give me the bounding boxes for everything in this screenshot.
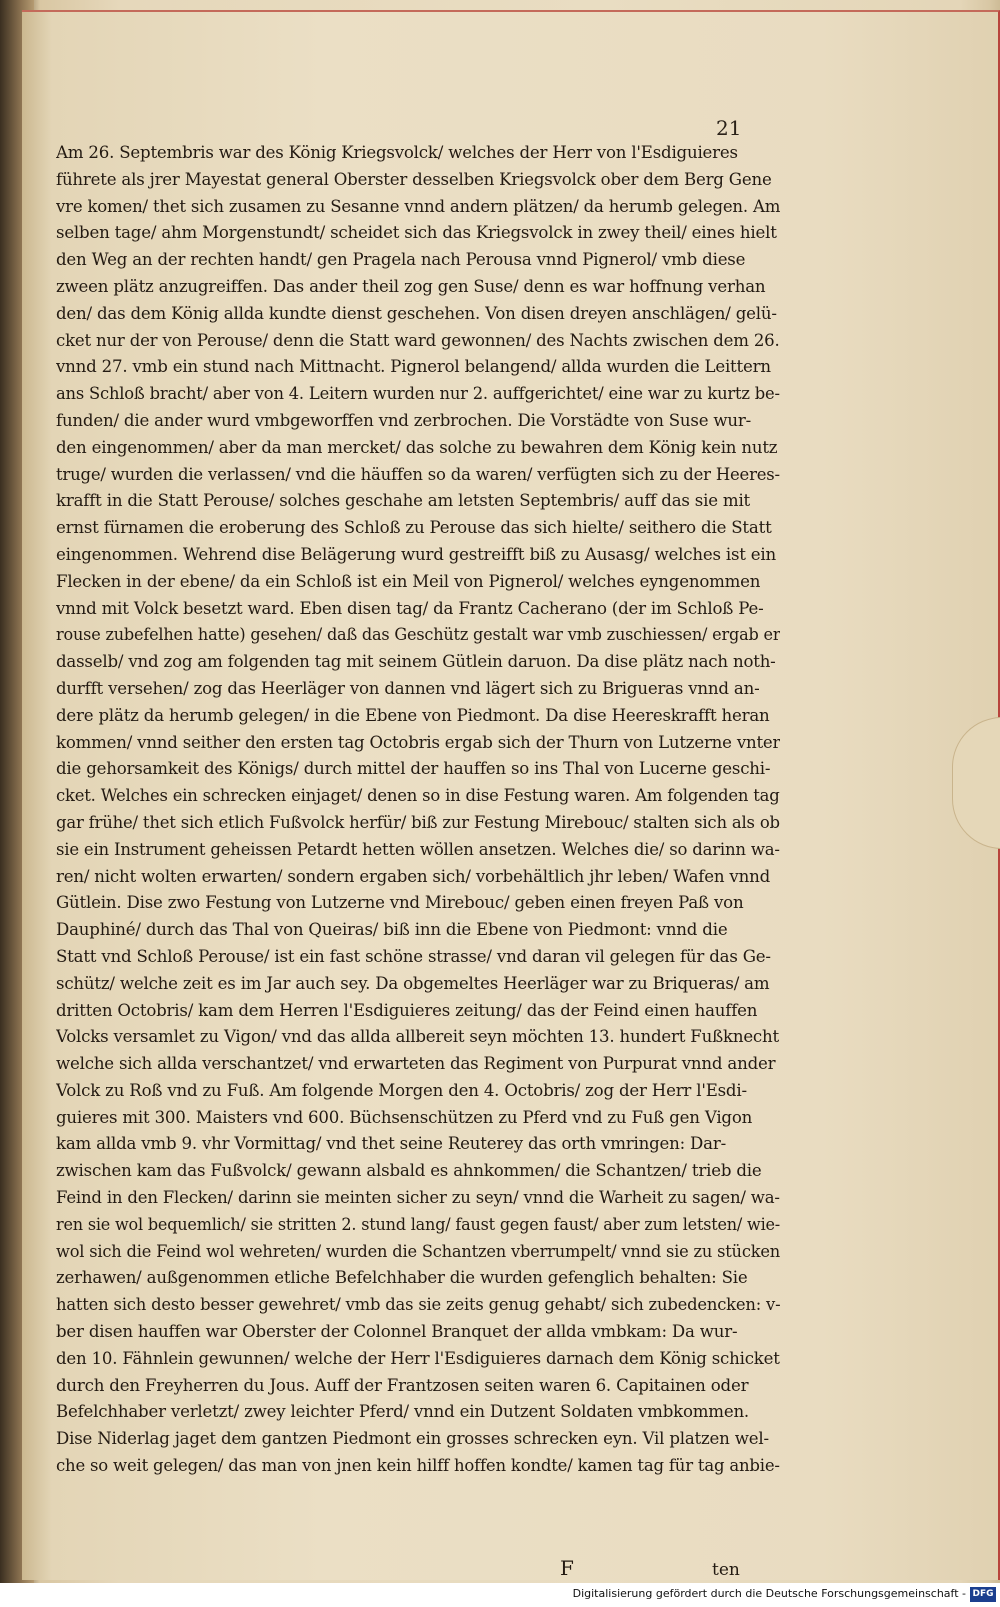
text-line: dritten Octobris/ kam dem Herren l'Esdiguieres zeitung/ das der Feind einen hauffen: [56, 1000, 758, 1020]
text-line: welche sich allda verschantzet/ vnd erwarteten das Regiment von Purpurat vnnd ander: [56, 1054, 776, 1074]
text-line: wol sich die Feind wol wehreten/ wurden die Schantzen vberrumpelt/ vnnd sie zu stücken: [56, 1241, 780, 1261]
text-line: die gehorsamkeit des Königs/ durch mittel der hauffen so ins Thal von Lucerne geschi-: [56, 759, 771, 779]
text-line: Dauphiné/ durch das Thal von Queiras/ biß inn die Ebene von Piedmont: vnnd die: [56, 920, 728, 940]
text-line: Dise Niderlag jaget dem gantzen Piedmont ein grosses schrecken eyn. Vil platzen wel-: [56, 1429, 769, 1449]
text-line: guieres mit 300. Maisters vnd 600. Büchsenschützen zu Pferd vnd zu Fuß gen Vigon: [56, 1107, 753, 1127]
signature-mark: F: [560, 1556, 574, 1580]
text-line: cket. Welches ein schrecken einjaget/ denen so in dise Festung waren. Am folgenden tag: [56, 786, 780, 806]
text-line: funden/ die ander wurd vmbgeworffen vnd zerbrochen. Die Vorstädte von Suse wur-: [56, 410, 752, 430]
text-line: vnnd 27. vmb ein stund nach Mittnacht. Pignerol belangend/ allda wurden die Leittern: [56, 357, 771, 377]
footer-bar: [0, 1583, 1000, 1607]
page-tab-fold: [952, 717, 1000, 849]
text-line: kommen/ vnnd seither den ersten tag Octobris ergab sich der Thurn von Lutzerne vnter: [56, 732, 780, 752]
text-line: Volcks versamlet zu Vigon/ vnd das allda allbereit seyn möchten 13. hundert Fußknecht: [56, 1027, 779, 1047]
text-line: den/ das dem König allda kundte dienst geschehen. Von disen dreyen anschlägen/ gelü-: [56, 303, 777, 323]
text-line: zwischen kam das Fußvolck/ gewann alsbald es ahnkommen/ die Schantzen/ trieb die: [56, 1161, 762, 1181]
text-line: hatten sich desto besser gewehret/ vmb das sie zeits genug gehabt/ sich zubedencken: v-: [56, 1295, 780, 1315]
text-line: kam allda vmb 9. vhr Vormittag/ vnd thet seine Reuterey das orth vmringen: Dar-: [56, 1134, 726, 1154]
text-line: Volck zu Roß vnd zu Fuß. Am folgende Morgen den 4. Octobris/ zog der Herr l'Esdi-: [56, 1080, 747, 1100]
text-line: dere plätz da herumb gelegen/ in die Ebene von Piedmont. Da dise Heereskrafft heran: [56, 705, 770, 725]
catchword: ten: [712, 1560, 740, 1580]
text-line: den eingenommen/ aber da man mercket/ das solche zu bewahren dem König kein nutz: [56, 437, 778, 457]
text-line: Statt vnd Schloß Perouse/ ist ein fast schöne strasse/ vnd daran vil gelegen für das Ge-: [56, 946, 771, 966]
text-line: ren/ nicht wolten erwarten/ sondern ergaben sich/ vorbehältlich jhr leben/ Wafen vnnd: [56, 866, 770, 886]
text-line: ans Schloß bracht/ aber von 4. Leitern wurden nur 2. auffgerichtet/ eine war zu kurtz be-: [56, 384, 780, 404]
text-line: Gütlein. Dise zwo Festung von Lutzerne vnd Mirebouc/ geben einen freyen Paß von: [56, 893, 744, 913]
text-line: sie ein Instrument geheissen Petardt hetten wöllen ansetzen. Welches die/ so darinn wa-: [56, 839, 780, 859]
text-line: truge/ wurden die verlassen/ vnd die häuffen so da waren/ verfügten sich zu der Heeres-: [56, 464, 780, 484]
text-line: zween plätz anzugreiffen. Das ander theil zog gen Suse/ denn es war hoffnung verhan: [56, 276, 766, 296]
text-line: den 10. Fähnlein gewunnen/ welche der Herr l'Esdiguieres darnach dem König schicket: [56, 1348, 780, 1368]
text-line: Befelchhaber verletzt/ zwey leichter Pferd/ vnnd ein Dutzent Soldaten vmbkommen.: [56, 1402, 750, 1422]
text-line: gar frühe/ thet sich etlich Fußvolck herfür/ biß zur Festung Mirebouc/ stalten sich als ob: [56, 812, 780, 832]
text-line: rouse zubefelhen hatte) gesehen/ daß das Geschütz gestalt war vmb zuschiessen/ ergab er: [56, 625, 780, 645]
text-line: ernst fürnamen die eroberung des Schloß zu Perouse das sich hielte/ seithero die Statt: [56, 518, 772, 538]
body-text: [56, 140, 780, 1480]
text-line: Flecken in der ebene/ da ein Schloß ist ein Meil von Pignerol/ welches eyngenommen: [56, 571, 761, 591]
text-line: Feind in den Flecken/ darinn sie meinten sicher zu seyn/ vnnd die Warheit zu sagen/ wa-: [56, 1188, 780, 1208]
text-line: ber disen hauffen war Oberster der Colonnel Branquet der allda vmbkam: Da wur-: [56, 1322, 738, 1342]
text-line: führete als jrer Mayestat general Oberster desselben Kriegsvolck ober dem Berg Gene: [56, 169, 772, 189]
text-line: ren sie wol bequemlich/ sie stritten 2. stund lang/ faust gegen faust/ aber zum letsten/ wie-: [56, 1214, 780, 1234]
text-line: den Weg an der rechten handt/ gen Pragela nach Perousa vnnd Pignerol/ vmb diese: [56, 250, 746, 270]
text-line: durfft versehen/ zog das Heerläger von dannen vnd lägert sich zu Brigueras vnnd an-: [56, 678, 760, 698]
text-line: eingenommen. Wehrend dise Belägerung wurd gestreifft biß zu Ausasg/ welches ist ein: [56, 544, 777, 564]
text-line: durch den Freyherren du Jous. Auff der Frantzosen seiten waren 6. Capitainen oder: [56, 1375, 749, 1395]
text-line: schütz/ welche zeit es im Jar auch sey. Da obgemeltes Heerläger war zu Briqueras/ am: [56, 973, 770, 993]
text-line: che so weit gelegen/ das man von jnen kein hilff hoffen kondte/ kamen tag für tag anbie-: [56, 1456, 780, 1476]
text-line: Am 26. Septembris war des König Kriegsvolck/ welches der Herr von l'Esdiguieres: [56, 143, 738, 162]
text-line: vnnd mit Volck besetzt ward. Eben disen tag/ da Frantz Cacherano (der im Schloß Pe-: [56, 598, 764, 618]
dfg-logo: DFG: [970, 1587, 996, 1602]
text-line: dasselb/ vnd zog am folgenden tag mit seinem Gütlein daruon. Da dise plätz nach noth-: [56, 652, 776, 672]
text-line: krafft in die Statt Perouse/ solches geschahe am letsten Septembris/ auff das sie mit: [56, 491, 751, 511]
folio-number: 21: [716, 116, 742, 140]
text-line: selben tage/ ahm Morgenstundt/ scheidet sich das Kriegsvolck in zwey theil/ eines hielt: [56, 223, 777, 243]
text-line: zerhawen/ außgenommen etliche Befelchhaber die wurden gefenglich behalten: Sie: [56, 1268, 748, 1288]
text-line: vre komen/ thet sich zusamen zu Sesanne vnnd andern plätzen/ da herumb gelegen. Am: [56, 196, 780, 216]
text-line: cket nur der von Perouse/ denn die Statt ward gewonnen/ des Nachts zwischen dem 26.: [56, 330, 780, 350]
funding-notice: Digitalisierung gefördert durch die Deutsche Forschungsgemeinschaft -: [572, 1587, 966, 1600]
